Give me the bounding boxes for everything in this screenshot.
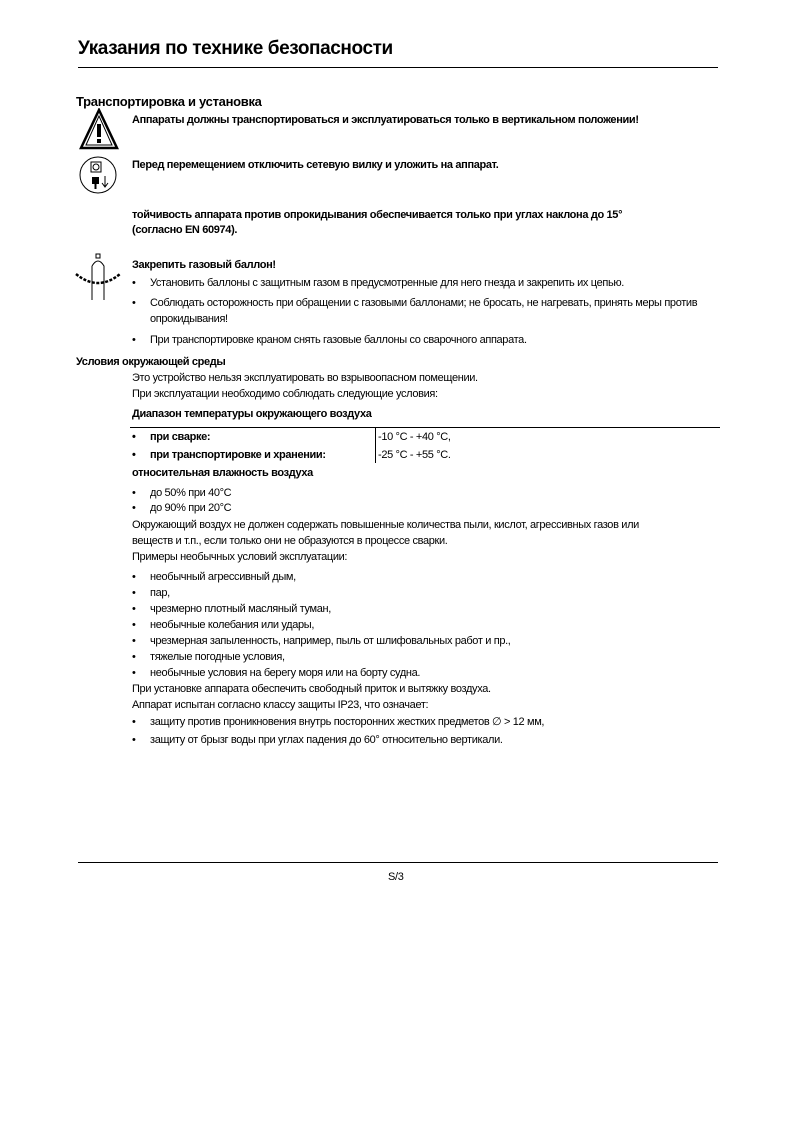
page-title: Указания по технике безопасности [78,38,393,59]
humidity-item: до 50% при 40°C [150,487,232,499]
temp-row-label: при сварке: [150,431,211,443]
bullet: • [132,587,136,599]
gas-cylinder-chain-icon [74,252,124,302]
warning-text: Аппараты должны транспортироваться и эксплуатироваться только в вертикальном положении! [132,114,639,126]
ip-item: защиту против проникновения внутрь посторонних жестких предметов ∅ > 12 мм, [150,716,545,728]
ip-item: защиту от брызг воды при углах падения до 60° относительно вертикали. [150,734,503,746]
bullet: • [132,334,136,346]
section-heading-environment: Условия окружающей среды [76,356,226,368]
bullet: • [132,635,136,647]
env-line: Это устройство нельзя эксплуатировать во взрывоопасном помещении. [132,372,478,384]
section-heading-transport: Транспортировка и установка [76,94,262,109]
env-line: При эксплуатации необходимо соблюдать следующие условия: [132,388,438,400]
unplug-text: Перед перемещением отключить сетевую вилку и уложить на аппарат. [132,159,499,171]
bullet: • [132,502,136,514]
humidity-heading: относительная влажность воздуха [132,467,313,479]
stability-text-2: (согласно EN 60974). [132,224,238,236]
examples-heading: Примеры необычных условий эксплуатации: [132,551,348,563]
bullet: • [132,651,136,663]
gas-heading: Закрепить газовый баллон! [132,259,276,271]
bullet: • [132,297,136,309]
bullet: • [132,619,136,631]
example-item: необычные условия на берегу моря или на борту судна. [150,667,421,679]
footer-divider [78,862,718,863]
example-item: тяжелые погодные условия, [150,651,285,663]
temp-row-value: -10 °C - +40 °C, [378,431,451,443]
example-item: пар, [150,587,170,599]
bullet: • [132,571,136,583]
gas-item-cont: опрокидывания! [150,313,228,325]
bullet: • [132,449,136,461]
unplug-icon [79,154,119,198]
bullet: • [132,716,136,728]
temp-row-label: при транспортировке и хранении: [150,449,326,461]
bullet: • [132,667,136,679]
example-item: необычные колебания или удары, [150,619,315,631]
table-column-divider [375,428,376,463]
bullet: • [132,734,136,746]
gas-item: Установить баллоны с защитным газом в предусмотренные для него гнезда и закрепить их цепью. [150,277,624,289]
example-item: чрезмерная запыленность, например, пыль от шлифовальных работ и пр., [150,635,511,647]
air-text: Окружающий воздух не должен содержать повышенные количества пыли, кислот, агрессивных газов или [132,519,639,531]
gas-item: При транспортировке краном снять газовые баллоны со сварочного аппарата. [150,334,527,346]
header-divider [78,67,718,68]
temp-heading: Диапазон температуры окружающего воздуха [132,408,372,420]
temp-row-value: -25 °C - +55 °C. [378,449,451,461]
ip-text: Аппарат испытан согласно классу защиты IP23, что означает: [132,699,429,711]
bullet: • [132,603,136,615]
ventilation-text: При установке аппарата обеспечить свободный приток и вытяжку воздуха. [132,683,491,695]
bullet: • [132,431,136,443]
bullet: • [132,277,136,289]
page-number: S/3 [388,871,404,883]
stability-text-1: тойчивость аппарата против опрокидывания обеспечивается только при углах наклона до 15° [132,209,623,221]
warning-triangle-icon [79,108,119,152]
air-text: веществ и т.п., если только они не образуются в процессе сварки. [132,535,448,547]
table-rule [130,427,720,428]
gas-item: Соблюдать осторожность при обращении с газовыми баллонами; не бросать, не нагревать, принять меры против [150,297,698,309]
example-item: необычный агрессивный дым, [150,571,296,583]
humidity-item: до 90% при 20°C [150,502,232,514]
example-item: чрезмерно плотный масляный туман, [150,603,331,615]
bullet: • [132,487,136,499]
